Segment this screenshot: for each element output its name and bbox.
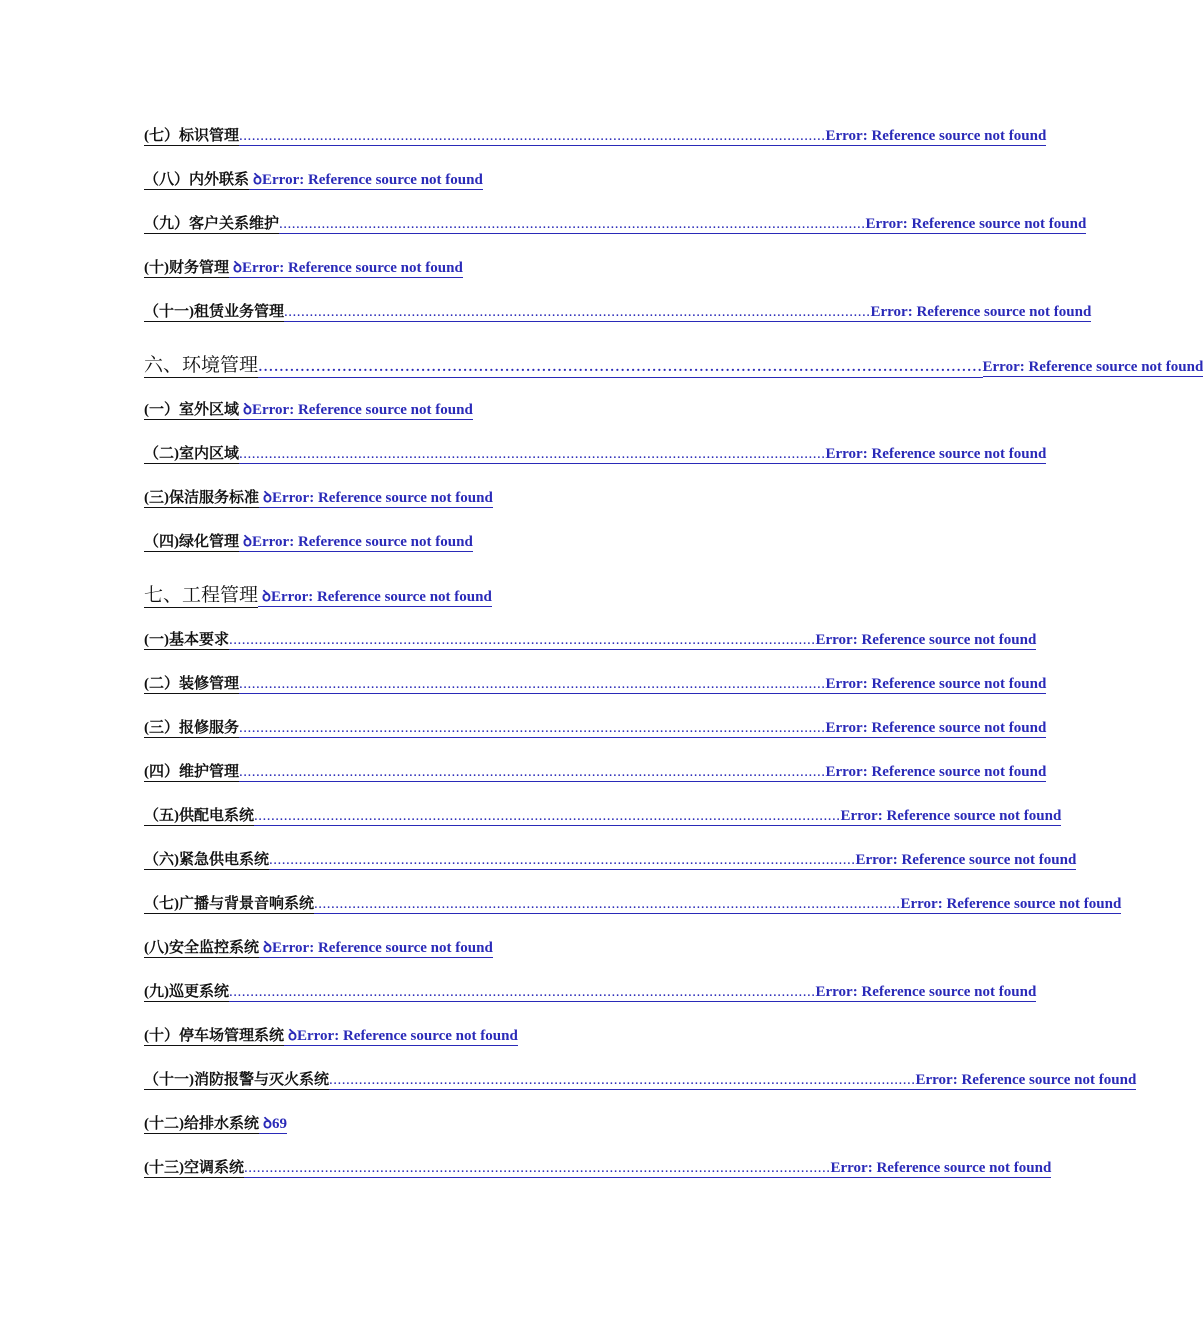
toc-entry-page-ref[interactable]: Error: Reference source not found bbox=[262, 172, 483, 188]
toc-entry-label: （十一)租赁业务管理 bbox=[144, 304, 284, 320]
toc-field-marker-icon: ꝺ bbox=[259, 489, 272, 508]
toc-entry-page-ref[interactable]: 69 bbox=[272, 1116, 287, 1132]
toc-field-marker-icon: ꝺ bbox=[249, 171, 262, 190]
toc-entry-page-ref[interactable]: Error: Reference source not found bbox=[272, 940, 493, 956]
toc-entry-identification-management[interactable] bbox=[144, 127, 1047, 146]
toc-entry-security-monitoring[interactable] bbox=[144, 939, 493, 958]
toc-leader-dots: .......................................................................................................................................... bbox=[239, 764, 826, 780]
toc-section-environment-management[interactable] bbox=[144, 355, 1203, 378]
toc-leader-dots: .......................................................................................................................................... bbox=[239, 128, 826, 144]
toc-entry-page-ref[interactable]: Error: Reference source not found bbox=[855, 852, 1077, 868]
toc-field-marker-icon: ꝺ bbox=[239, 533, 252, 552]
toc-leader-dots: .......................................................................................................................................... bbox=[239, 676, 826, 692]
toc-section-label: 七、工程管理 bbox=[144, 585, 259, 606]
toc-entry-page-ref[interactable]: Error: Reference source not found bbox=[982, 359, 1203, 375]
toc-field-marker-icon: ꝺ bbox=[258, 588, 271, 607]
toc-entry-page-ref[interactable]: Error: Reference source not found bbox=[825, 446, 1047, 462]
toc-leader-dots: .......................................................................................................................................... bbox=[229, 632, 816, 648]
toc-entry-cleaning-standards[interactable] bbox=[144, 489, 493, 508]
toc-entry-broadcast-audio[interactable] bbox=[144, 895, 1122, 914]
toc-entry-internal-external-liaison[interactable] bbox=[144, 171, 483, 190]
toc-entry-label: (十)财务管理 bbox=[144, 260, 229, 276]
toc-entry-page-ref[interactable]: Error: Reference source not found bbox=[271, 589, 492, 605]
toc-entry-patrol-system[interactable] bbox=[144, 983, 1037, 1002]
toc-entry-indoor-area[interactable] bbox=[144, 445, 1047, 464]
toc-entry-repair-service[interactable] bbox=[144, 719, 1047, 738]
toc-entry-page-ref[interactable]: Error: Reference source not found bbox=[825, 764, 1047, 780]
toc-entry-page-ref[interactable]: Error: Reference source not found bbox=[825, 676, 1047, 692]
toc-leader-dots: .......................................................................................................................................... bbox=[239, 446, 826, 462]
toc-section-label: 六、环境管理 bbox=[144, 355, 259, 376]
toc-entry-label: （二)室内区域 bbox=[144, 446, 239, 462]
toc-leader-dots: .......................................................................................................................................... bbox=[239, 720, 826, 736]
toc-entry-label: (十二)给排水系统 bbox=[144, 1116, 259, 1132]
toc-entry-label: (一）室外区域 bbox=[144, 402, 239, 418]
toc-entry-label: （五)供配电系统 bbox=[144, 808, 254, 824]
toc-entry-leasing-management[interactable] bbox=[144, 303, 1092, 322]
toc-entry-page-ref[interactable]: Error: Reference source not found bbox=[825, 720, 1047, 736]
toc-entry-label: (三）报修服务 bbox=[144, 720, 239, 736]
toc-entry-page-ref[interactable]: Error: Reference source not found bbox=[825, 128, 1047, 144]
toc-leader-dots: .......................................................................................................................................... bbox=[329, 1072, 916, 1088]
toc-entry-page-ref[interactable]: Error: Reference source not found bbox=[272, 490, 493, 506]
toc-entry-label: (三)保洁服务标准 bbox=[144, 490, 259, 506]
toc-entry-page-ref[interactable]: Error: Reference source not found bbox=[840, 808, 1062, 824]
toc-entry-label: （六)紧急供电系统 bbox=[144, 852, 269, 868]
toc-leader-dots: .......................................................................................................................................... bbox=[314, 896, 901, 912]
toc-entry-label: (二）装修管理 bbox=[144, 676, 239, 692]
toc-leader-dots: .......................................................................................................................................... bbox=[254, 808, 841, 824]
toc-entry-page-ref[interactable]: Error: Reference source not found bbox=[815, 632, 1037, 648]
toc-entry-outdoor-area[interactable] bbox=[144, 401, 473, 420]
toc-leader-dots: .......................................................................................................................................... bbox=[269, 852, 856, 868]
toc-entry-label: (一)基本要求 bbox=[144, 632, 229, 648]
toc-entry-page-ref[interactable]: Error: Reference source not found bbox=[252, 402, 473, 418]
toc-entry-label: （四)绿化管理 bbox=[144, 534, 239, 550]
toc-section-engineering-management[interactable] bbox=[144, 585, 492, 608]
toc-entry-page-ref[interactable]: Error: Reference source not found bbox=[297, 1028, 518, 1044]
toc-entry-label: (八)安全监控系统 bbox=[144, 940, 259, 956]
toc-entry-page-ref[interactable]: Error: Reference source not found bbox=[915, 1072, 1137, 1088]
toc-entry-maintenance-management[interactable] bbox=[144, 763, 1047, 782]
toc-entry-page-ref[interactable]: Error: Reference source not found bbox=[242, 260, 463, 276]
toc-entry-power-distribution[interactable] bbox=[144, 807, 1062, 826]
toc-entry-fire-alarm[interactable] bbox=[144, 1071, 1137, 1090]
toc-entry-page-ref[interactable]: Error: Reference source not found bbox=[830, 1160, 1052, 1176]
toc-leader-dots: .......................................................................................................................................... bbox=[244, 1160, 831, 1176]
toc-entry-greening-management[interactable] bbox=[144, 533, 473, 552]
toc-entry-renovation-management[interactable] bbox=[144, 675, 1047, 694]
toc-leader-dots: .......................................................................................................................................... bbox=[258, 355, 983, 376]
toc-leader-dots: .......................................................................................................................................... bbox=[229, 984, 816, 1000]
toc-entry-customer-relations[interactable] bbox=[144, 215, 1087, 234]
toc-entry-page-ref[interactable]: Error: Reference source not found bbox=[252, 534, 473, 550]
toc-field-marker-icon: ꝺ bbox=[239, 401, 252, 420]
toc-entry-label: (四）维护管理 bbox=[144, 764, 239, 780]
toc-entry-label: (九)巡更系统 bbox=[144, 984, 229, 1000]
toc-field-marker-icon: ꝺ bbox=[284, 1027, 297, 1046]
toc-entry-water-supply[interactable] bbox=[144, 1115, 287, 1134]
toc-entry-label: (七）标识管理 bbox=[144, 128, 239, 144]
toc-entry-parking-system[interactable] bbox=[144, 1027, 518, 1046]
toc-leader-dots: .......................................................................................................................................... bbox=[284, 304, 871, 320]
toc-field-marker-icon: ꝺ bbox=[229, 259, 242, 278]
toc-field-marker-icon: ꝺ bbox=[259, 1115, 272, 1134]
toc-entry-page-ref[interactable]: Error: Reference source not found bbox=[900, 896, 1122, 912]
toc-entry-page-ref[interactable]: Error: Reference source not found bbox=[815, 984, 1037, 1000]
toc-field-marker-icon: ꝺ bbox=[259, 939, 272, 958]
toc-entry-label: (十）停车场管理系统 bbox=[144, 1028, 284, 1044]
toc-entry-air-conditioning[interactable] bbox=[144, 1159, 1052, 1178]
toc-entry-basic-requirements[interactable] bbox=[144, 631, 1037, 650]
toc-entry-financial-management[interactable] bbox=[144, 259, 463, 278]
toc-leader-dots: .......................................................................................................................................... bbox=[279, 216, 866, 232]
toc-entry-label: (十三)空调系统 bbox=[144, 1160, 244, 1176]
toc-entry-page-ref[interactable]: Error: Reference source not found bbox=[870, 304, 1092, 320]
toc-entry-label: （十一)消防报警与灭火系统 bbox=[144, 1072, 329, 1088]
toc-entry-label: （九）客户关系维护 bbox=[144, 216, 280, 232]
toc-entry-page-ref[interactable]: Error: Reference source not found bbox=[865, 216, 1087, 232]
toc-entry-emergency-power[interactable] bbox=[144, 851, 1077, 870]
toc-entry-label: （七)广播与背景音响系统 bbox=[144, 896, 314, 912]
toc-entry-label: （八）内外联系 bbox=[144, 172, 250, 188]
